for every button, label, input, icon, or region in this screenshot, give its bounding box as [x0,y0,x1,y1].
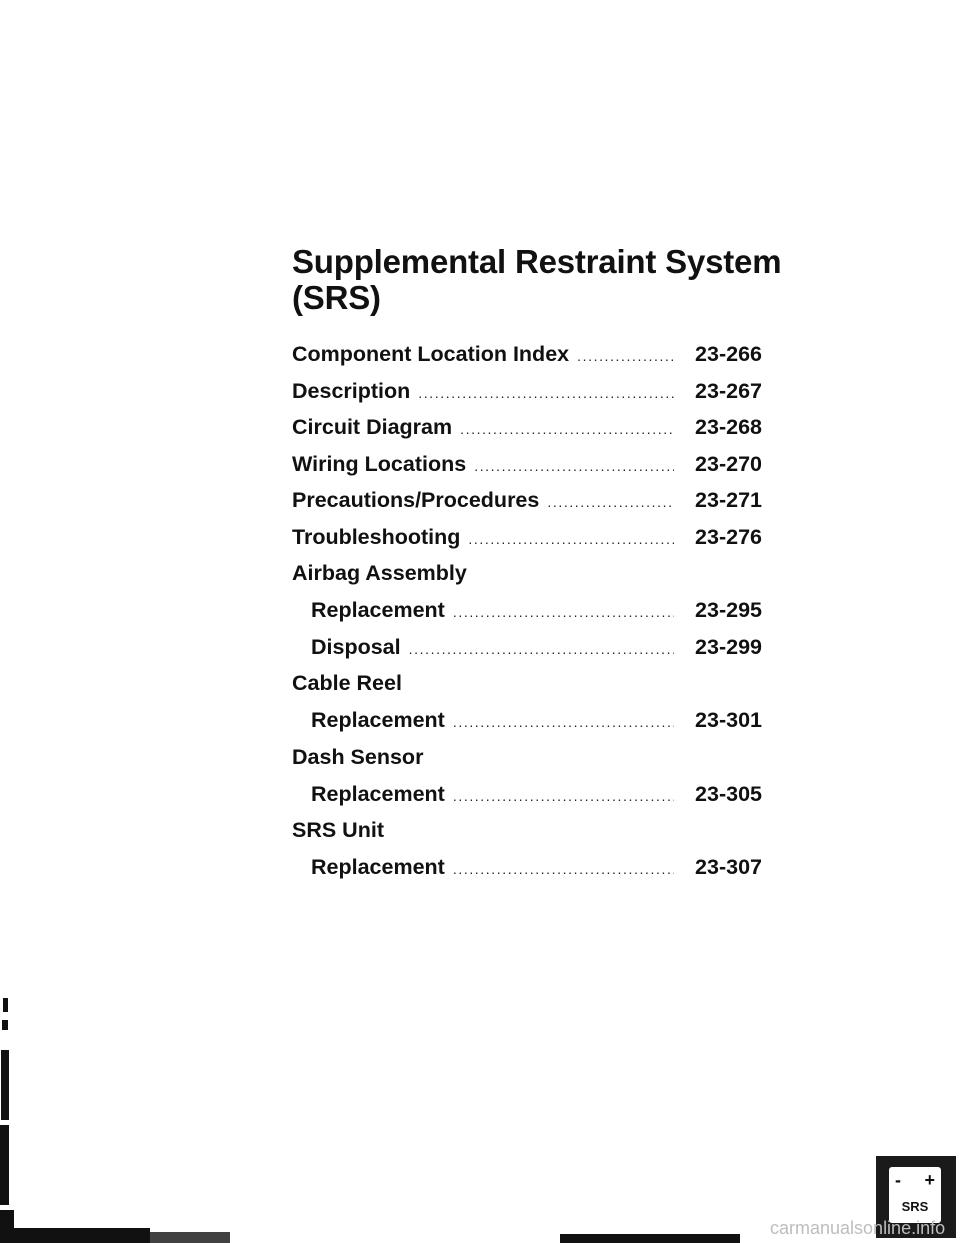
toc-page-number: 23-266 [695,342,762,366]
toc-entry-cable-reel-replacement[interactable] [292,702,762,739]
dot-leader [460,411,674,448]
toc-entry-circuit-diagram[interactable] [292,409,762,446]
toc-entry-dash-sensor-replacement[interactable] [292,776,762,813]
scan-mark [0,1125,9,1205]
watermark: carmanualsonline.info [770,1218,946,1238]
dot-leader [453,704,674,741]
title-line-1: Supplemental Restraint System [292,243,782,280]
toc-label: Description [292,378,411,403]
table-of-contents [292,336,762,886]
page-title [292,243,782,316]
toc-entry-airbag-replacement[interactable] [292,592,762,629]
toc-page-number: 23-301 [695,708,762,732]
scan-mark [1,1050,9,1120]
toc-group-cable-reel [292,665,762,702]
toc-page-number: 23-276 [695,524,762,549]
toc-entry-precautions-procedures[interactable] [292,482,762,519]
scan-mark [3,998,8,1012]
scan-edge [560,1234,740,1243]
toc-page-number: 23-271 [695,488,762,512]
toc-group-dash-sensor [292,739,762,776]
battery-terminals [895,1171,935,1189]
toc-label: Component Location Index [292,342,570,366]
dot-leader [453,594,674,631]
toc-page-number: 23-299 [695,634,762,659]
toc-page-number: 23-267 [695,378,762,403]
toc-label: Circuit Diagram [292,415,453,439]
badge-label: SRS [901,1199,929,1214]
toc-page-number: 23-307 [695,855,762,879]
toc-group-srs-unit [292,812,762,849]
toc-entry-description[interactable] [292,373,762,410]
toc-group-heading: Airbag Assembly [292,561,467,585]
toc-label: Replacement [311,708,445,732]
scan-mark [2,1020,8,1030]
toc-label: Precautions/Procedures [292,488,540,512]
plus-terminal: + [924,1170,935,1190]
toc-label: Replacement [311,781,445,806]
battery-icon [889,1167,941,1223]
toc-label: Wiring Locations [292,451,467,476]
toc-page-number: 23-268 [695,415,762,439]
toc-group-heading: SRS Unit [292,818,384,842]
dot-leader [468,521,674,558]
title-line-2: (SRS) [292,279,381,316]
toc-label: Troubleshooting [292,524,461,549]
dot-leader [418,375,674,412]
toc-entry-airbag-disposal[interactable] [292,629,762,666]
dot-leader [547,484,674,521]
toc-entry-troubleshooting[interactable] [292,519,762,556]
toc-group-airbag-assembly [292,555,762,592]
toc-page-number: 23-305 [695,781,762,806]
toc-label: Replacement [311,598,445,622]
toc-label: Replacement [311,855,445,879]
dot-leader [577,338,674,375]
toc-entry-srs-unit-replacement[interactable] [292,849,762,886]
dot-leader [453,778,674,815]
scan-edge [10,1228,150,1243]
toc-group-heading: Dash Sensor [292,744,424,769]
dot-leader [409,631,674,668]
dot-leader [474,448,674,485]
scan-edge [150,1232,230,1243]
toc-entry-wiring-locations[interactable] [292,446,762,483]
toc-group-heading: Cable Reel [292,671,402,695]
minus-terminal: - [895,1170,901,1190]
dot-leader [453,851,674,888]
toc-page-number: 23-295 [695,598,762,622]
toc-entry-component-location-index[interactable] [292,336,762,373]
toc-page-number: 23-270 [695,451,762,476]
toc-label: Disposal [311,634,401,659]
